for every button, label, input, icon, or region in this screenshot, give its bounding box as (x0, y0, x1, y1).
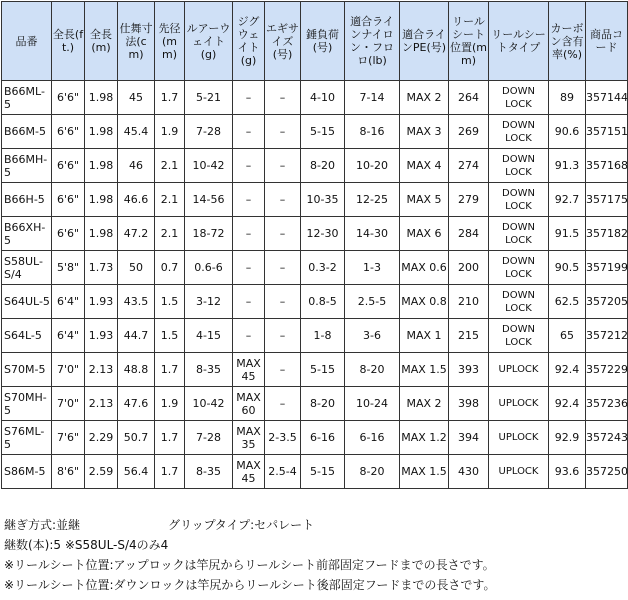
table-cell: 44.7 (118, 319, 155, 353)
table-cell: – (265, 81, 301, 115)
table-row (2, 455, 628, 489)
table-cell: 65 (549, 319, 586, 353)
model-number-cell: S64UL-5 (2, 285, 52, 319)
table-cell: 357151 (586, 115, 628, 149)
model-number-cell: S76ML-5 (2, 421, 52, 455)
table-cell: 8-20 (301, 149, 345, 183)
table-cell: 62.5 (549, 285, 586, 319)
table-cell: 10-24 (345, 387, 400, 421)
table-cell: UPLOCK (489, 353, 549, 387)
table-row (2, 81, 628, 115)
model-number-cell: S58UL-S/4 (2, 251, 52, 285)
table-cell: 1.98 (85, 149, 118, 183)
model-number-cell: S86M-5 (2, 455, 52, 489)
table-cell: MAX 45 (233, 353, 265, 387)
table-cell: 6'4" (52, 319, 85, 353)
table-cell: MAX 1 (400, 319, 449, 353)
table-cell: – (265, 353, 301, 387)
table-cell: 1.93 (85, 285, 118, 319)
table-cell: 18-72 (185, 217, 233, 251)
table-cell: 200 (449, 251, 489, 285)
table-cell: 0.7 (155, 251, 185, 285)
table-cell: MAX 1.5 (400, 353, 449, 387)
table-cell: 5-21 (185, 81, 233, 115)
table-cell: 2.5-4 (265, 455, 301, 489)
downlock-note: ※リールシート位置:ダウンロックは竿尻からリールシート後部固定フードまでの長さです。 (4, 578, 496, 592)
table-cell: DOWN LOCK (489, 285, 549, 319)
table-cell: 47.2 (118, 217, 155, 251)
table-cell: – (233, 183, 265, 217)
table-cell: 1.7 (155, 455, 185, 489)
table-cell: DOWN LOCK (489, 81, 549, 115)
table-cell: 6'6" (52, 115, 85, 149)
table-cell: 46.6 (118, 183, 155, 217)
table-cell: 10-42 (185, 387, 233, 421)
table-cell: 6-16 (345, 421, 400, 455)
column-header: 品番 (2, 2, 52, 81)
table-cell: 8-16 (345, 115, 400, 149)
table-cell: – (265, 183, 301, 217)
table-cell: – (233, 285, 265, 319)
table-cell: MAX 0.8 (400, 285, 449, 319)
table-cell: 215 (449, 319, 489, 353)
table-row (2, 421, 628, 455)
table-cell: 47.6 (118, 387, 155, 421)
notes (4, 515, 596, 595)
table-cell: 8-20 (345, 455, 400, 489)
table-cell: 269 (449, 115, 489, 149)
table-cell: 2.1 (155, 183, 185, 217)
table-cell: 357212 (586, 319, 628, 353)
table-cell: 357205 (586, 285, 628, 319)
model-number-cell: B66MH-5 (2, 149, 52, 183)
table-cell: 91.3 (549, 149, 586, 183)
table-cell: 393 (449, 353, 489, 387)
table-cell: – (233, 319, 265, 353)
table-cell: – (265, 387, 301, 421)
table-cell: – (265, 149, 301, 183)
column-header: 全長(ft.) (52, 2, 85, 81)
table-cell: 7'6" (52, 421, 85, 455)
table-cell: 1.98 (85, 81, 118, 115)
table-cell: 4-10 (301, 81, 345, 115)
model-number-cell: S70M-5 (2, 353, 52, 387)
column-header: 仕舞寸法(cm) (118, 2, 155, 81)
table-cell: 6'6" (52, 183, 85, 217)
table-cell: 6'6" (52, 217, 85, 251)
table-cell: 1.98 (85, 115, 118, 149)
table-cell: 2.13 (85, 353, 118, 387)
table-cell: – (233, 217, 265, 251)
table-cell: 357229 (586, 353, 628, 387)
table-cell: – (265, 285, 301, 319)
table-cell: MAX 2 (400, 387, 449, 421)
table-cell: 14-56 (185, 183, 233, 217)
table-cell: 357199 (586, 251, 628, 285)
table-cell: DOWN LOCK (489, 149, 549, 183)
column-header: リールシートタイプ (489, 2, 549, 81)
table-cell: MAX 0.6 (400, 251, 449, 285)
table-cell: 50.7 (118, 421, 155, 455)
table-cell: DOWN LOCK (489, 115, 549, 149)
table-cell: 7'0" (52, 387, 85, 421)
table-cell: 2-3.5 (265, 421, 301, 455)
grip-note: グリップタイプ:セパレート (168, 518, 315, 532)
table-cell: 10-20 (345, 149, 400, 183)
column-header: エギサイズ(号) (265, 2, 301, 81)
table-cell: DOWN LOCK (489, 217, 549, 251)
table-cell: MAX 6 (400, 217, 449, 251)
table-cell: 43.5 (118, 285, 155, 319)
table-cell: 357175 (586, 183, 628, 217)
table-cell: 5-15 (301, 353, 345, 387)
model-number-cell: S70MH-5 (2, 387, 52, 421)
table-cell: 7'0" (52, 353, 85, 387)
table-cell: 45.4 (118, 115, 155, 149)
model-number-cell: B66ML-5 (2, 81, 52, 115)
table-cell: 92.4 (549, 387, 586, 421)
table-cell: – (233, 149, 265, 183)
column-header: ルアーウェイト(g) (185, 2, 233, 81)
table-cell: MAX 45 (233, 455, 265, 489)
table-cell: 7-28 (185, 421, 233, 455)
table-cell: DOWN LOCK (489, 251, 549, 285)
table-cell: 1.9 (155, 115, 185, 149)
table-cell: 45 (118, 81, 155, 115)
column-header: 適合ラインナイロン・フロロ(lb) (345, 2, 400, 81)
table-cell: 7-28 (185, 115, 233, 149)
table-cell: 92.9 (549, 421, 586, 455)
notes-row-1 (4, 515, 596, 535)
table-cell: – (233, 81, 265, 115)
table-cell: 2.13 (85, 387, 118, 421)
table-cell: 1.5 (155, 319, 185, 353)
table-cell: 56.4 (118, 455, 155, 489)
table-cell: 7-14 (345, 81, 400, 115)
table-cell: 357144 (586, 81, 628, 115)
model-number-cell: B66H-5 (2, 183, 52, 217)
table-cell: 1.7 (155, 421, 185, 455)
table-cell: MAX 35 (233, 421, 265, 455)
table-cell: 48.8 (118, 353, 155, 387)
table-cell: 1-3 (345, 251, 400, 285)
table-cell: 91.5 (549, 217, 586, 251)
table-cell: 89 (549, 81, 586, 115)
table-cell: 357250 (586, 455, 628, 489)
joint-note: 継ぎ方式:並継 (4, 518, 81, 532)
table-cell: 92.7 (549, 183, 586, 217)
table-cell: 1-8 (301, 319, 345, 353)
table-cell: 5-15 (301, 115, 345, 149)
table-cell: DOWN LOCK (489, 183, 549, 217)
table-cell: 8-35 (185, 353, 233, 387)
table-cell: 2.5-5 (345, 285, 400, 319)
uplock-note: ※リールシート位置:アップロックは竿尻からリールシート前部固定フードまでの長さです。 (4, 558, 495, 572)
table-cell: MAX 60 (233, 387, 265, 421)
table-cell: 1.93 (85, 319, 118, 353)
table-cell: 2.29 (85, 421, 118, 455)
table-cell: 6'6" (52, 81, 85, 115)
table-cell: 357236 (586, 387, 628, 421)
table-cell: 430 (449, 455, 489, 489)
table-cell: 0.6-6 (185, 251, 233, 285)
table-cell: – (265, 251, 301, 285)
table-cell: 1.7 (155, 81, 185, 115)
table-cell: 8-20 (301, 387, 345, 421)
table-cell: 5-15 (301, 455, 345, 489)
table-cell: – (265, 319, 301, 353)
table-cell: MAX 4 (400, 149, 449, 183)
table-cell: 10-35 (301, 183, 345, 217)
table-row (2, 285, 628, 319)
table-cell: – (233, 115, 265, 149)
table-cell: 279 (449, 183, 489, 217)
table-cell: UPLOCK (489, 421, 549, 455)
table-cell: MAX 2 (400, 81, 449, 115)
table-cell: 3-12 (185, 285, 233, 319)
pieces-note: 継数(本):5 ※S58UL-S/4のみ4 (4, 538, 169, 552)
column-header: 全長(m) (85, 2, 118, 81)
table-cell: 2.1 (155, 149, 185, 183)
table-cell: 2.59 (85, 455, 118, 489)
spec-header (2, 2, 628, 81)
column-header: 適合ラインPE(号) (400, 2, 449, 81)
table-cell: 46 (118, 149, 155, 183)
table-cell: 8-35 (185, 455, 233, 489)
table-cell: UPLOCK (489, 455, 549, 489)
table-cell: 12-25 (345, 183, 400, 217)
table-cell: 90.6 (549, 115, 586, 149)
table-cell: 5'8" (52, 251, 85, 285)
column-header: リールシート位置(mm) (449, 2, 489, 81)
table-cell: 274 (449, 149, 489, 183)
table-cell: 90.5 (549, 251, 586, 285)
model-number-cell: B66XH-5 (2, 217, 52, 251)
model-number-cell: B66M-5 (2, 115, 52, 149)
table-cell: MAX 1.2 (400, 421, 449, 455)
table-cell: 0.3-2 (301, 251, 345, 285)
spec-body (2, 81, 628, 489)
table-cell: 4-15 (185, 319, 233, 353)
table-cell: 6'6" (52, 149, 85, 183)
table-row (2, 217, 628, 251)
table-cell: – (265, 217, 301, 251)
column-header: 先径(mm) (155, 2, 185, 81)
table-cell: 210 (449, 285, 489, 319)
table-cell: 1.5 (155, 285, 185, 319)
column-header: 商品コード (586, 2, 628, 81)
table-cell: – (265, 115, 301, 149)
table-cell: UPLOCK (489, 387, 549, 421)
table-cell: 1.73 (85, 251, 118, 285)
table-row (2, 319, 628, 353)
table-cell: 2.1 (155, 217, 185, 251)
spec-table (1, 1, 628, 489)
table-row (2, 149, 628, 183)
header-row (2, 2, 628, 81)
table-cell: 10-42 (185, 149, 233, 183)
table-row (2, 115, 628, 149)
table-cell: MAX 3 (400, 115, 449, 149)
column-header: 錘負荷(号) (301, 2, 345, 81)
table-cell: 50 (118, 251, 155, 285)
table-cell: 92.4 (549, 353, 586, 387)
table-cell: – (233, 251, 265, 285)
table-cell: 1.98 (85, 183, 118, 217)
table-cell: 0.8-5 (301, 285, 345, 319)
model-number-cell: S64L-5 (2, 319, 52, 353)
column-header: カーボン含有率(%) (549, 2, 586, 81)
table-cell: 6-16 (301, 421, 345, 455)
table-cell: 1.9 (155, 387, 185, 421)
table-cell: 14-30 (345, 217, 400, 251)
table-cell: 93.6 (549, 455, 586, 489)
table-cell: 1.7 (155, 353, 185, 387)
table-row (2, 251, 628, 285)
table-cell: 394 (449, 421, 489, 455)
table-cell: 8-20 (345, 353, 400, 387)
table-cell: 1.98 (85, 217, 118, 251)
table-cell: 6'4" (52, 285, 85, 319)
table-cell: 357168 (586, 149, 628, 183)
table-row (2, 387, 628, 421)
table-cell: 284 (449, 217, 489, 251)
column-header: ジグウェイト(g) (233, 2, 265, 81)
table-cell: 8'6" (52, 455, 85, 489)
table-cell: 3-6 (345, 319, 400, 353)
table-cell: 357182 (586, 217, 628, 251)
table-cell: 398 (449, 387, 489, 421)
table-cell: 12-30 (301, 217, 345, 251)
table-row (2, 353, 628, 387)
table-row (2, 183, 628, 217)
table-cell: 357243 (586, 421, 628, 455)
table-cell: MAX 5 (400, 183, 449, 217)
table-cell: DOWN LOCK (489, 319, 549, 353)
table-cell: 264 (449, 81, 489, 115)
table-cell: MAX 1.5 (400, 455, 449, 489)
